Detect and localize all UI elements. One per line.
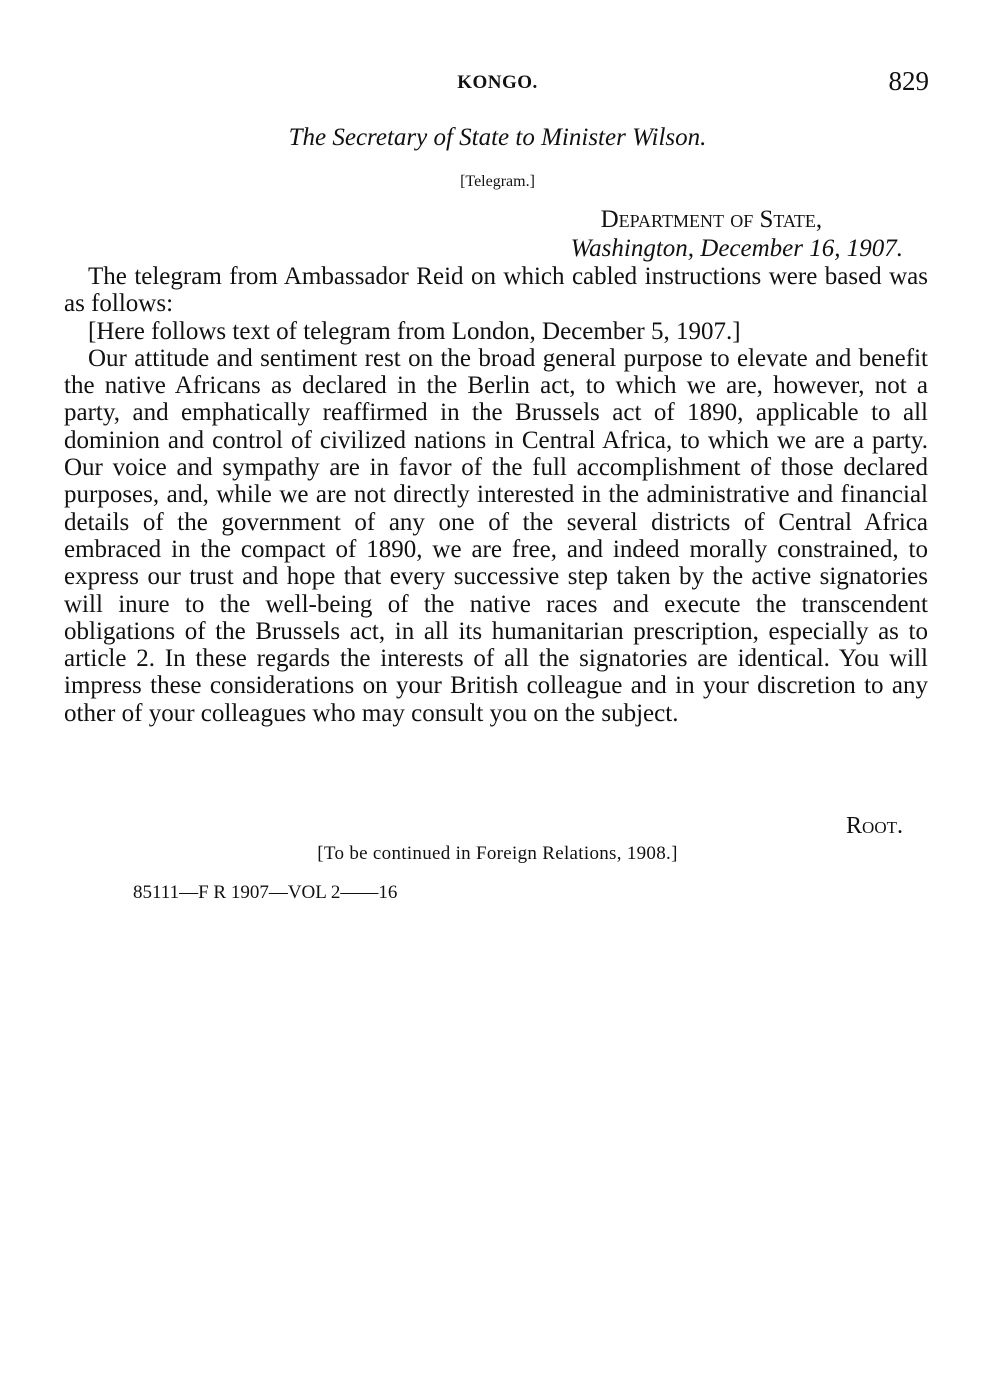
- body-paragraph: The telegram from Ambassador Reid on which cabled instructions were based was as follows:: [64, 263, 928, 318]
- signature: Root.: [846, 813, 903, 839]
- letter-body: [64, 263, 928, 727]
- dateline-place: Washington, December 16, 1907.: [570, 235, 903, 262]
- running-title: KONGO.: [457, 72, 538, 93]
- body-paragraph: [Here follows text of telegram from London, December 5, 1907.]: [88, 317, 741, 345]
- printer-imprint: 85111—F R 1907—VOL 2——16: [133, 882, 398, 903]
- body-paragraph: Our attitude and sentiment rest on the broad general purpose to elevate and benefit the native Africans as declared in the Berlin act, to which we are, however, not a party, and emphatically reaffirmed in the Brussels act of 1890, applicable to all dominion and control of civilized nations in Central Africa, to which we are a party. Our voice and sympathy are in favor of the full accomplishment of those declared purposes, and, while we are not directly interested in the administrative and financial details of the government of any one of the several districts of Central Africa embraced in the compact of 1890, we are free, and indeed morally constrained, to express our trust and hope that every successive step taken by the active signatories will inure to the well-being of the native races and execute the transcendent obligations of the Brussels act, in all its humanitarian prescription, especially as to article 2. In these regards the interests of all the signatories are identical. You will impress these considerations on your British colleague and in your discretion to any other of your colleagues who may consult you on the subject.: [64, 344, 928, 727]
- dateline-department: Department of State,: [600, 206, 823, 233]
- running-head: [0, 66, 995, 96]
- page-number: 829: [888, 66, 929, 96]
- dateline: [571, 205, 903, 263]
- document-type-label: [Telegram.]: [460, 173, 535, 190]
- continued-note: [To be continued in Foreign Relations, 1908.]: [317, 843, 678, 864]
- letter-heading: The Secretary of State to Minister Wilson.: [288, 124, 707, 151]
